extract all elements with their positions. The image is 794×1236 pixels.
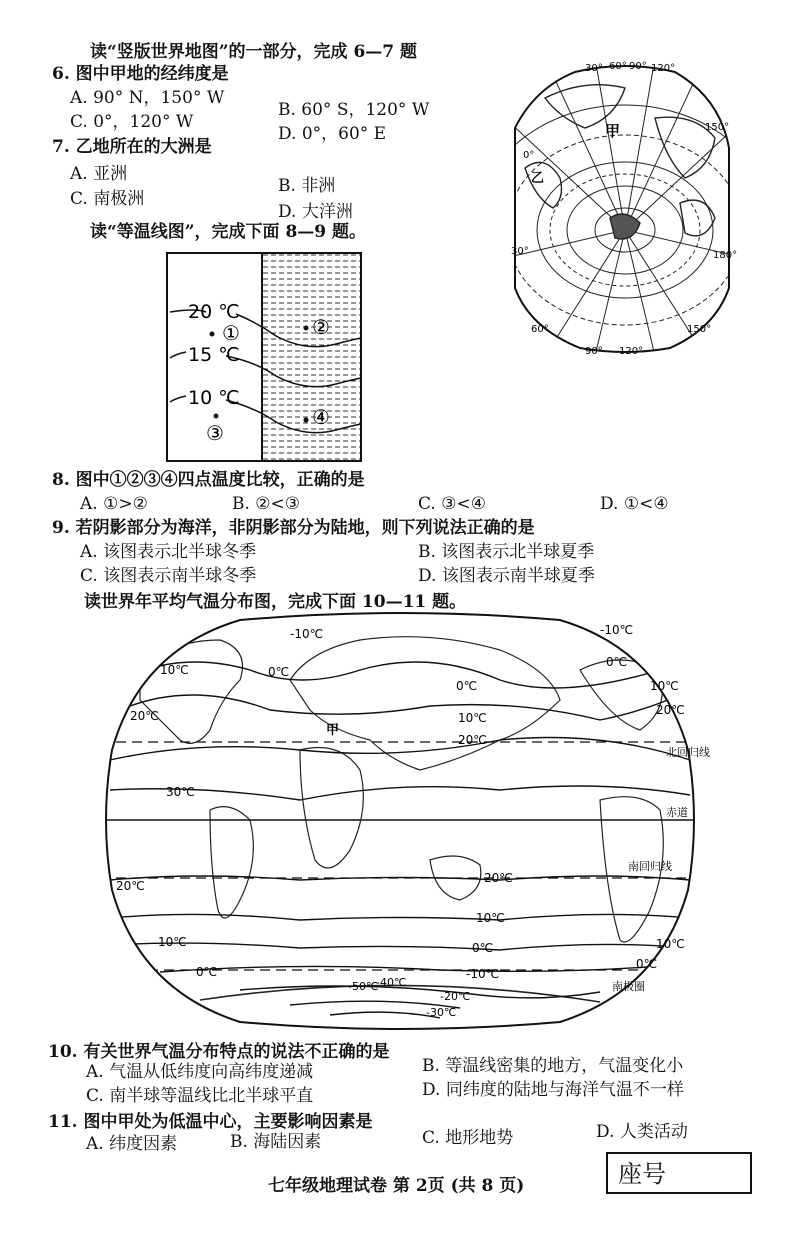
isotherm-diagram <box>166 252 362 462</box>
question-8-option-a[interactable]: A. ①>② <box>80 494 148 514</box>
world-iso-s20-left: 20℃ <box>116 879 145 893</box>
world-iso-0-right: 0℃ <box>606 655 628 669</box>
vmap-right-label-150: 150° <box>705 122 730 133</box>
vmap-left-label-0: 0° <box>523 150 535 161</box>
world-iso-s0-mid: 0℃ <box>472 941 494 955</box>
world-iso-s-m10: -10℃ <box>466 967 500 981</box>
world-line-tropic-north: 北回归线 <box>666 746 710 759</box>
vmap-right-label-180: 180° <box>713 250 738 261</box>
question-10-option-d[interactable]: D. 同纬度的陆地与海洋气温不一样 <box>422 1080 684 1100</box>
world-iso-s10-left: 10℃ <box>158 935 187 949</box>
question-9-option-c[interactable]: C. 该图表示南半球冬季 <box>80 566 257 586</box>
vmap-top-label-60: 60° <box>609 61 627 72</box>
vmap-bottom-label-150: 150° <box>687 324 712 335</box>
vmap-place-yi: 乙 <box>531 171 545 186</box>
vmap-left-label-30: 30° <box>511 246 529 257</box>
page-footer: 七年级地理试卷 第 2页 (共 8 页) <box>268 1176 525 1196</box>
world-line-antarctic: 南极圈 <box>612 980 645 993</box>
section-intro-10-11: 读世界年平均气温分布图，完成下面 10—11 题。 <box>84 592 467 612</box>
world-temperature-map <box>100 610 710 1032</box>
world-iso-10-right: 10℃ <box>650 679 679 693</box>
question-8-stem: 8. 图中①②③④四点温度比较，正确的是 <box>52 470 365 490</box>
question-8-option-c[interactable]: C. ③<④ <box>418 494 486 514</box>
question-7-option-d[interactable]: D. 大洋洲 <box>278 202 353 222</box>
question-10-stem: 10. 有关世界气温分布特点的说法不正确的是 <box>48 1042 390 1062</box>
question-7-option-c[interactable]: C. 南极洲 <box>70 189 145 209</box>
question-11-option-a[interactable]: A. 纬度因素 <box>86 1134 178 1154</box>
world-iso-s0-left: 0℃ <box>196 965 218 979</box>
question-6-option-c[interactable]: C. 0°，120° W <box>70 112 194 132</box>
world-iso-s-m50: -50℃ <box>348 980 379 993</box>
question-11-option-b[interactable]: B. 海陆因素 <box>230 1132 322 1152</box>
world-iso-20-left: 20℃ <box>130 709 159 723</box>
question-9-stem: 9. 若阴影部分为海洋，非阴影部分为陆地，则下列说法正确的是 <box>52 518 535 538</box>
question-6-stem: 6. 图中甲地的经纬度是 <box>52 64 229 84</box>
world-iso-0-top-b: 0℃ <box>456 679 478 693</box>
question-8-option-d[interactable]: D. ①<④ <box>600 494 669 514</box>
question-9-option-a[interactable]: A. 该图表示北半球冬季 <box>80 542 257 562</box>
world-iso-m10-top: -10℃ <box>290 627 324 641</box>
world-iso-s20-mid: 20℃ <box>484 871 513 885</box>
question-9-option-d[interactable]: D. 该图表示南半球夏季 <box>418 566 595 586</box>
world-iso-m10-right: -10℃ <box>600 623 634 637</box>
isotherm-label-20: 20 ℃ <box>188 301 240 323</box>
world-iso-0-top: 0℃ <box>268 665 290 679</box>
question-6-option-a[interactable]: A. 90° N，150° W <box>70 88 225 108</box>
vmap-left-label-60: 60° <box>531 324 549 335</box>
isotherm-point-2: ② <box>312 315 330 339</box>
vmap-bottom-label-90: 90° <box>585 346 603 357</box>
question-6-option-b[interactable]: B. 60° S，120° W <box>278 100 430 120</box>
question-11-stem: 11. 图中甲处为低温中心，主要影响因素是 <box>48 1112 373 1132</box>
seat-number-label: 座号 <box>618 1160 666 1188</box>
world-iso-s-m40: -40℃ <box>376 976 407 989</box>
isotherm-point-4: ④ <box>312 405 330 429</box>
world-iso-s0-right: 0℃ <box>636 957 658 971</box>
question-10-option-b[interactable]: B. 等温线密集的地方，气温变化小 <box>422 1056 684 1076</box>
question-10-option-a[interactable]: A. 气温从低纬度向高纬度递减 <box>86 1062 314 1082</box>
world-iso-20-right: 20℃ <box>656 703 685 717</box>
question-7-stem: 7. 乙地所在的大洲是 <box>52 137 212 157</box>
world-iso-10-top-c: 10℃ <box>458 711 487 725</box>
world-line-equator: 赤道 <box>666 806 688 819</box>
section-intro-6-7: 读“竖版世界地图”的一部分，完成 6—7 题 <box>90 42 418 62</box>
world-iso-s-m30: -30℃ <box>426 1006 457 1019</box>
isotherm-point-3: ③ <box>206 421 224 445</box>
world-iso-s10-right: 10℃ <box>656 937 685 951</box>
world-iso-s-m20: -20℃ <box>440 990 471 1003</box>
world-place-jia: 甲 <box>326 723 340 738</box>
world-iso-10-top-left: 10℃ <box>160 663 189 677</box>
isotherm-label-10: 10 ℃ <box>188 387 240 409</box>
world-iso-s10-mid: 10℃ <box>476 911 505 925</box>
vmap-top-label-120: 120° <box>651 63 676 74</box>
question-7-option-b[interactable]: B. 非洲 <box>278 176 336 196</box>
world-line-tropic-south: 南回归线 <box>628 860 672 873</box>
vmap-top-label-90: 90° <box>629 61 647 72</box>
vmap-bottom-label-120: 120° <box>619 346 644 357</box>
vmap-place-jia: 甲 <box>605 122 621 140</box>
isotherm-point-1: ① <box>222 321 240 345</box>
question-10-option-c[interactable]: C. 南半球等温线比北半球平直 <box>86 1086 314 1106</box>
question-11-option-d[interactable]: D. 人类活动 <box>596 1122 688 1142</box>
vmap-top-label-30: 30° <box>585 63 603 74</box>
question-11-option-c[interactable]: C. 地形地势 <box>422 1128 514 1148</box>
question-8-option-b[interactable]: B. ②<③ <box>232 494 301 514</box>
world-iso-30-left: 30℃ <box>166 785 195 799</box>
section-intro-8-9: 读“等温线图”，完成下面 8—9 题。 <box>90 222 367 242</box>
isotherm-label-15: 15 ℃ <box>188 344 240 366</box>
world-iso-20-top-c: 20℃ <box>458 733 487 747</box>
seat-number-box[interactable] <box>606 1152 752 1194</box>
question-7-option-a[interactable]: A. 亚洲 <box>70 164 128 184</box>
question-6-option-d[interactable]: D. 0°，60° E <box>278 124 387 144</box>
question-9-option-b[interactable]: B. 该图表示北半球夏季 <box>418 542 595 562</box>
vertical-world-map <box>505 58 745 356</box>
